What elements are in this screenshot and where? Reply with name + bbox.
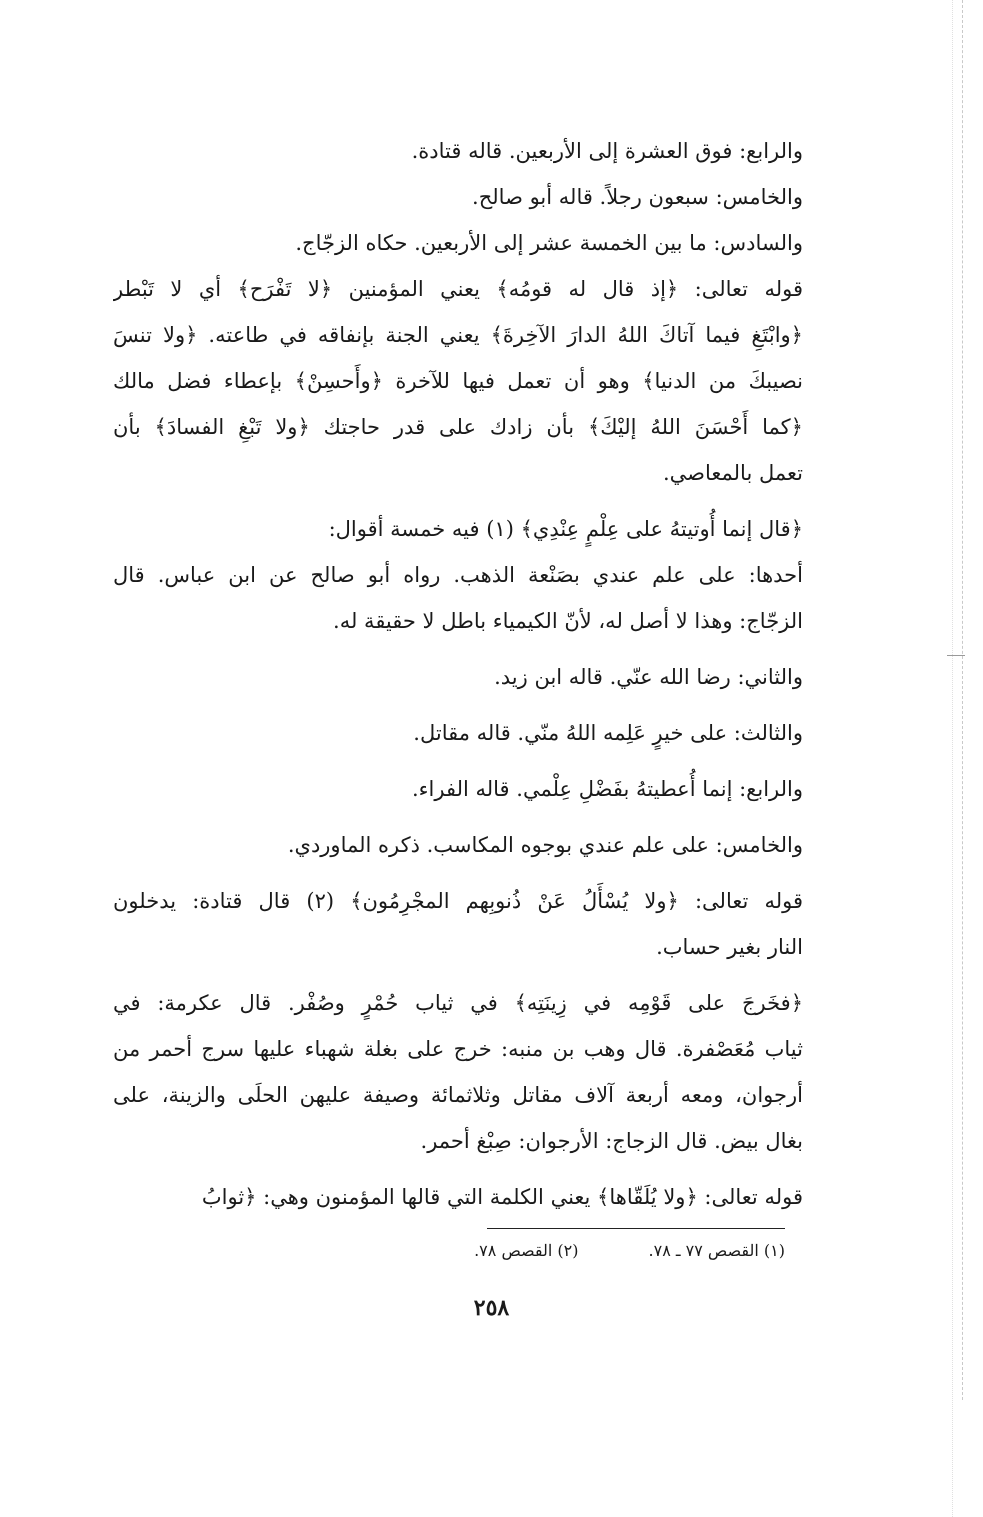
text-line: الزجّاج: وهذا لا أصل له، لأنّ الكيمياء باطل لا حقيقة له.: [333, 609, 803, 633]
text-line: ﴿كما أَحْسَنَ اللهُ إليْكَ﴾ بأن زادك على قدر حاجتك ﴿ولا تَبْغِ الفسادَ﴾ بأن: [113, 415, 803, 439]
text-line: والخامس: سبعون رجلاً. قاله أبو صالح.: [472, 185, 803, 209]
page-number: ٢٥٨: [473, 1295, 510, 1321]
text-line: نصيبكَ من الدنيا﴾ وهو أن تعمل فيها للآخرة ﴿وأَحسِنْ﴾ بإعطاء فضل مالك: [113, 369, 803, 393]
text-line: والرابع: فوق العشرة إلى الأربعين. قاله قتادة.: [411, 139, 803, 163]
text-line: أرجوان، ومعه أربعة آلاف مقاتل وثلاثمائة وصيفة عليهن الحلَى والزينة، على: [113, 1083, 803, 1107]
text-line: والخامس: على علم عندي بوجوه المكاسب. ذكره الماوردي.: [287, 833, 803, 857]
text-line: والرابع: إنما أُعطيتهُ بفَضْلِ عِلْمي. قاله الفراء.: [412, 777, 803, 801]
text-line: ﴿فخَرجَ على قَوْمِه في زِينَتِه﴾ في ثياب حُمْرٍ وصُفْر. قال عكرمة: في: [113, 991, 803, 1015]
scan-edge-line: [961, 0, 963, 1400]
footnote-1: (١) القصص ٧٧ ـ ٧٨.: [648, 1241, 785, 1260]
text-line: ﴿وابْتَغِ فيما آتاكَ اللهُ الدارَ الآخِرةَ﴾ يعني الجنة بإنفاقه في طاعته. ﴿ولا تنسَ: [113, 323, 803, 347]
text-line: قوله تعالى: ﴿إذ قال له قومُه﴾ يعني المؤمنين ﴿لا تَفْرَح﴾ أي لا تَبْطر: [113, 277, 803, 301]
body-text: [113, 128, 803, 1220]
footnote-2: (٢) القصص ٧٨.: [474, 1241, 579, 1260]
footnote-separator: [487, 1228, 785, 1229]
margin-tick: [947, 655, 965, 656]
text-line: بغال بيض. قال الزجاج: الأرجوان: صِبْغ أحمر.: [420, 1129, 803, 1153]
text-line: والثالث: على خيرٍ عَلِمه اللهُ منّي. قاله مقاتل.: [413, 721, 803, 745]
text-line: تعمل بالمعاصي.: [662, 461, 803, 485]
text-line: أحدها: على علم عندي بصَنْعة الذهب. رواه أبو صالح عن ابن عباس. قال: [113, 563, 803, 587]
text-line: قوله تعالى: ﴿ولا يُلَقّاها﴾ يعني الكلمة التي قالها المؤمنون وهي: ﴿ثوابُ: [201, 1185, 803, 1209]
text-line: ثياب مُعَصْفرة. قال وهب بن منبه: خرج على بغلة شهباء عليها سرج أحمر من: [113, 1037, 803, 1061]
footnotes: [265, 1236, 785, 1266]
text-line: النار بغير حساب.: [656, 935, 803, 959]
text-line: والثاني: رضا الله عنّي. قاله ابن زيد.: [494, 665, 803, 689]
text-line: قوله تعالى: ﴿ولا يُسْأَلُ عَنْ ذُنوبِهم المجْرِمُون﴾ (٢) قال قتادة: يدخلون: [113, 889, 803, 913]
text-line: ﴿قال إنما أُوتيتهُ على عِلْمٍ عِنْدِي﴾ (١) فيه خمسة أقوال:: [328, 517, 803, 541]
text-line: والسادس: ما بين الخمسة عشر إلى الأربعين. حكاه الزجّاج.: [295, 231, 803, 255]
